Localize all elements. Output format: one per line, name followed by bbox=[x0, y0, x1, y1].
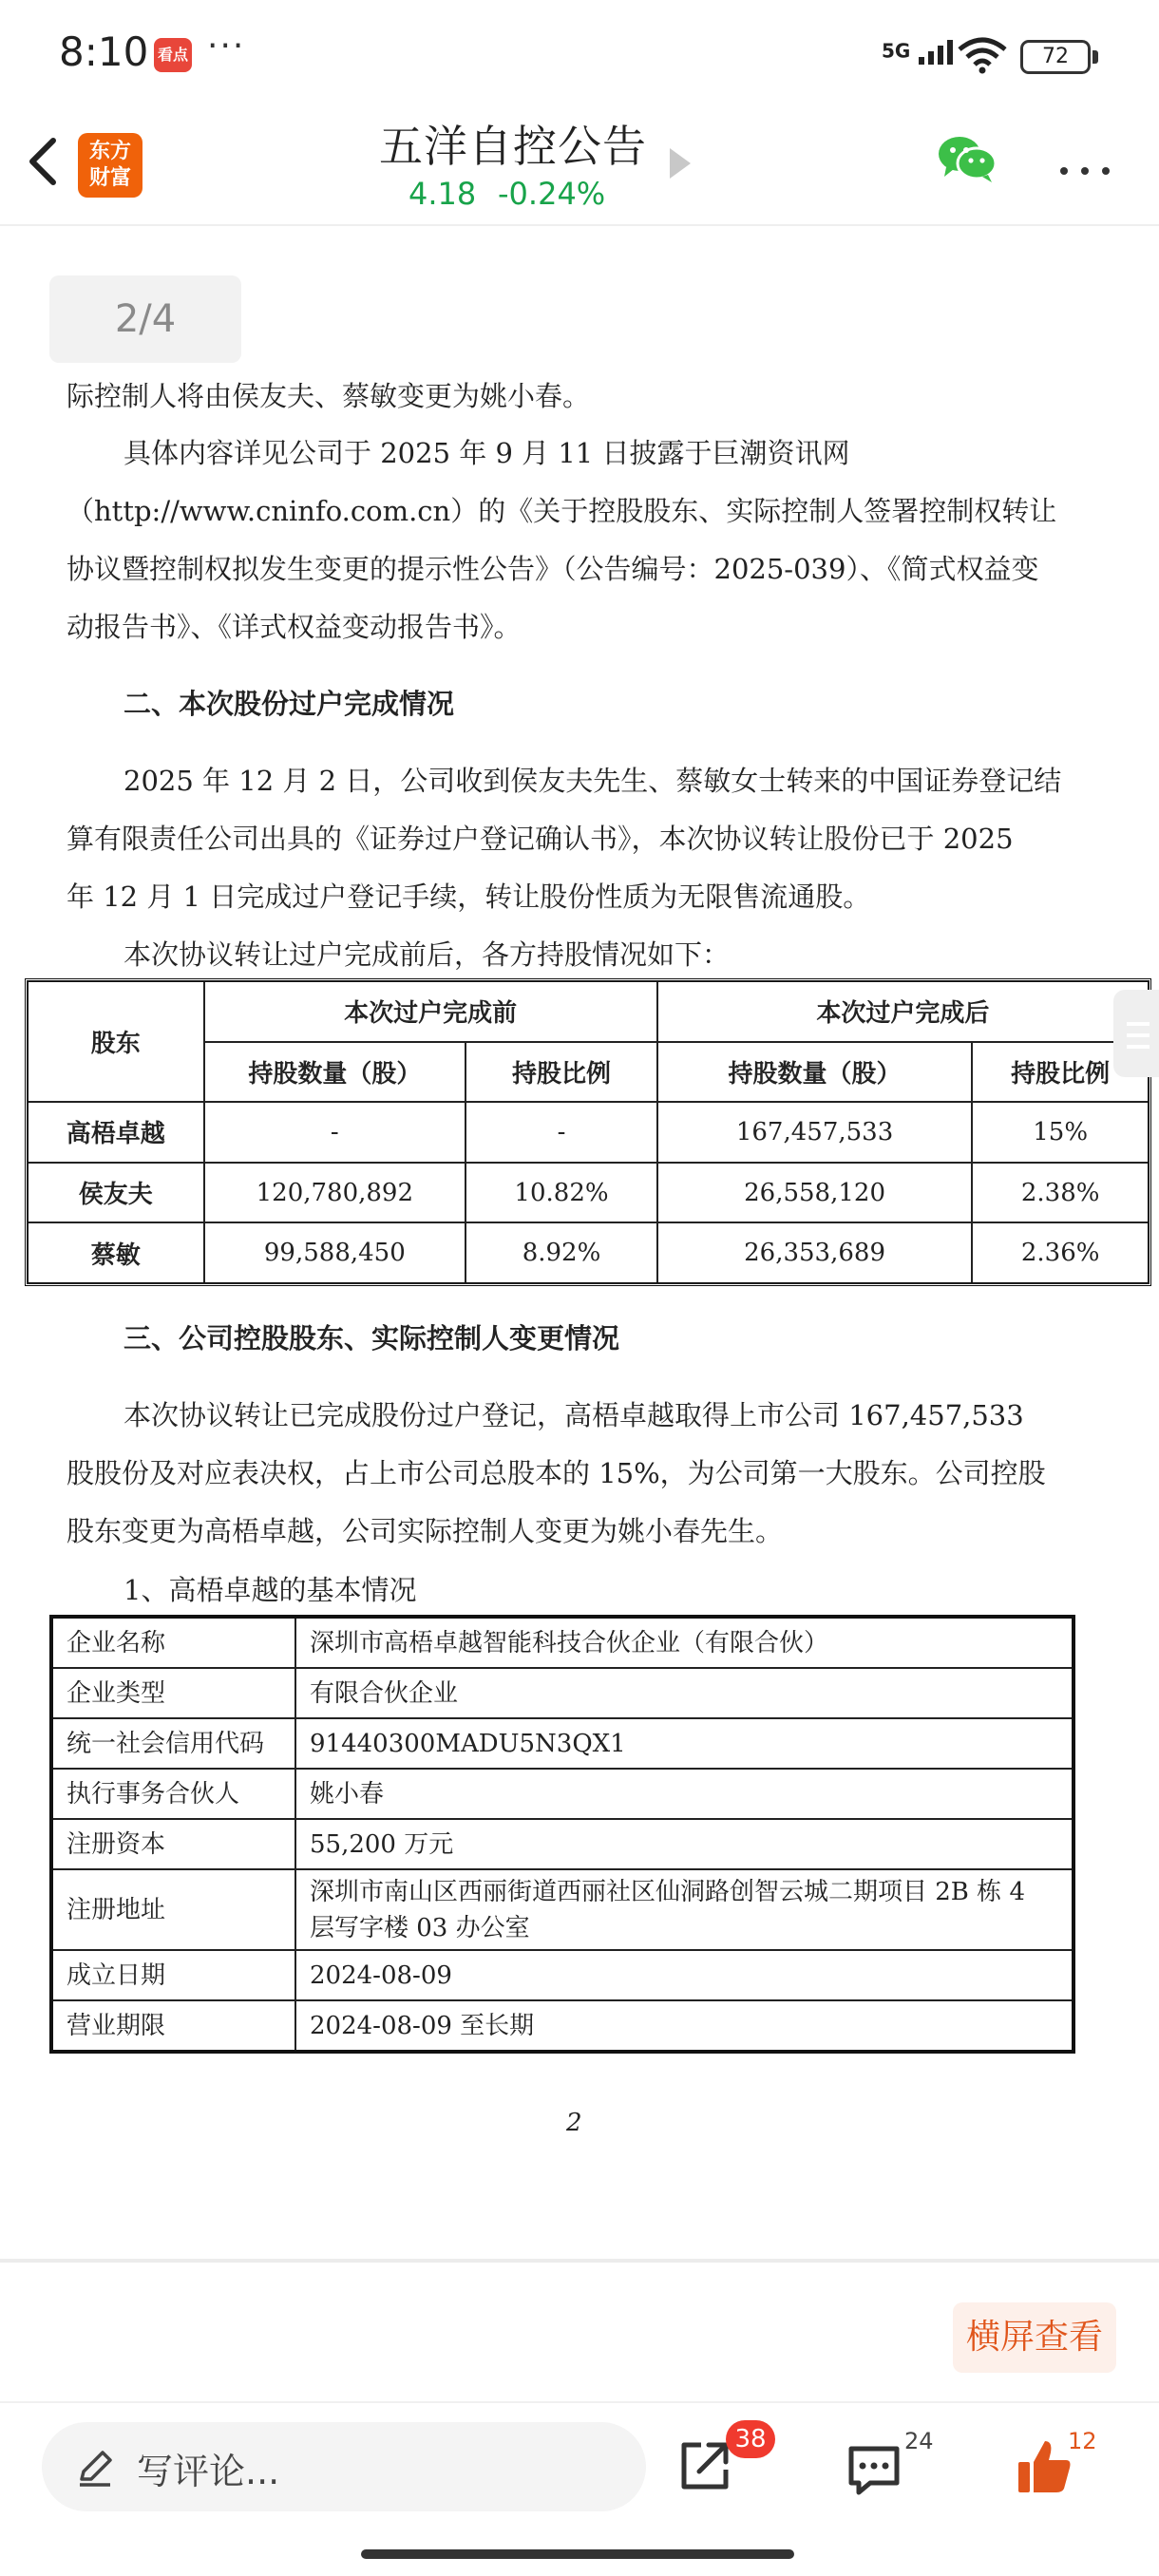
info-value: 姚小春 bbox=[295, 1769, 1073, 1819]
after-ratio: 2.38% bbox=[972, 1163, 1149, 1223]
doc-line: 本次协议转让过户完成前后，各方持股情况如下： bbox=[124, 938, 731, 971]
info-key: 企业类型 bbox=[52, 1668, 295, 1718]
logo-line-2: 财富 bbox=[88, 166, 131, 190]
doc-line: 年 12 月 1 日完成过户登记手续，转让股份性质为无限售流通股。 bbox=[66, 881, 871, 913]
table-row bbox=[52, 1668, 1073, 1718]
shareholding-table bbox=[27, 980, 1150, 1284]
section-3-title: 三、公司控股股东、实际控制人变更情况 bbox=[124, 1322, 620, 1354]
after-shares: 167,457,533 bbox=[657, 1102, 972, 1163]
stock-change: -0.24% bbox=[498, 176, 606, 212]
page-indicator: 2/4 bbox=[49, 275, 241, 363]
table-row bbox=[52, 1950, 1073, 2000]
doc-line: 际控制人将由侯友夫、蔡敏变更为姚小春。 bbox=[66, 380, 591, 412]
address-line-2: 层写字楼 03 办公室 bbox=[310, 1913, 530, 1942]
page-title: 五洋自控公告 bbox=[379, 121, 647, 172]
before-shares: - bbox=[204, 1102, 466, 1163]
before-shares: 120,780,892 bbox=[204, 1163, 466, 1223]
info-value: 2024-08-09 bbox=[295, 1950, 1073, 2000]
header-divider bbox=[0, 224, 1159, 226]
info-value bbox=[295, 1869, 1073, 1950]
table-row bbox=[28, 1222, 1149, 1283]
header-shareholder: 股东 bbox=[28, 981, 204, 1102]
before-shares: 99,588,450 bbox=[204, 1222, 466, 1283]
info-key: 成立日期 bbox=[52, 1950, 295, 2000]
subsection-title: 1、高梧卓越的基本情况 bbox=[124, 1574, 417, 1606]
header-after: 本次过户完成后 bbox=[657, 981, 1149, 1042]
eastmoney-logo bbox=[78, 133, 142, 198]
info-value: 2024-08-09 至长期 bbox=[295, 2000, 1073, 2051]
header-after-ratio: 持股比例 bbox=[972, 1042, 1149, 1103]
home-indicator[interactable] bbox=[361, 2549, 794, 2559]
back-arrow-icon[interactable] bbox=[21, 133, 68, 190]
status-time: 8:10 bbox=[59, 28, 149, 75]
info-key: 统一社会信用代码 bbox=[52, 1718, 295, 1769]
doc-line: 股股份及对应表决权，占上市公司总股本的 15%，为公司第一大股东。公司控股 bbox=[66, 1457, 1046, 1489]
after-shares: 26,353,689 bbox=[657, 1222, 972, 1283]
table-row bbox=[52, 2000, 1073, 2051]
comments-icon[interactable] bbox=[846, 2441, 902, 2502]
table-row bbox=[52, 1819, 1073, 1869]
share-count-badge: 38 bbox=[726, 2420, 775, 2458]
wifi-icon bbox=[956, 36, 1009, 78]
doc-line: 2025 年 12 月 2 日，公司收到侯友夫先生、蔡敏女士转来的中国证券登记结 bbox=[124, 765, 1062, 797]
play-arrow-icon[interactable] bbox=[670, 148, 691, 179]
network-icon bbox=[882, 38, 959, 66]
content-divider bbox=[0, 2259, 1159, 2263]
after-ratio: 15% bbox=[972, 1102, 1149, 1163]
table-row bbox=[52, 1618, 1073, 1668]
share-icon[interactable] bbox=[676, 2437, 733, 2498]
logo-line-1: 东方 bbox=[88, 140, 131, 163]
header-before-ratio: 持股比例 bbox=[466, 1042, 657, 1103]
before-ratio: 8.92% bbox=[466, 1222, 657, 1283]
info-value: 91440300MADU5N3QX1 bbox=[295, 1718, 1073, 1769]
doc-line: 股东变更为高梧卓越，公司实际控制人变更为姚小春先生。 bbox=[66, 1515, 784, 1547]
side-drawer-handle[interactable] bbox=[1113, 990, 1159, 1077]
wechat-share-icon[interactable] bbox=[937, 133, 998, 188]
doc-line: 协议暨控制权拟发生变更的提示性公告》（公告编号：2025-039）、《简式权益变 bbox=[66, 553, 1039, 585]
stock-price: 4.18 bbox=[408, 176, 477, 212]
header-after-shares: 持股数量（股） bbox=[657, 1042, 972, 1103]
network-type: 5G bbox=[882, 39, 911, 63]
info-key: 注册资本 bbox=[52, 1819, 295, 1869]
doc-line: 本次协议转让已完成股份过户登记，高梧卓越取得上市公司 167,457,533 bbox=[124, 1399, 1024, 1431]
info-key: 企业名称 bbox=[52, 1618, 295, 1668]
before-ratio: - bbox=[466, 1102, 657, 1163]
info-key: 执行事务合伙人 bbox=[52, 1769, 295, 1819]
landscape-view-button[interactable]: 横屏查看 bbox=[953, 2302, 1116, 2373]
comment-input[interactable] bbox=[42, 2422, 646, 2511]
battery-tip bbox=[1092, 50, 1098, 64]
pen-icon bbox=[74, 2447, 116, 2492]
page-number: 2 bbox=[566, 2109, 582, 2137]
info-key: 营业期限 bbox=[52, 2000, 295, 2051]
more-notifications-icon: ··· bbox=[207, 27, 246, 66]
company-info-table bbox=[51, 1617, 1074, 2052]
thumbs-up-icon[interactable] bbox=[1015, 2437, 1074, 2500]
more-options-icon[interactable] bbox=[1056, 142, 1113, 191]
address-line-1: 深圳市南山区西丽街道西丽社区仙洞路创智云城二期项目 2B 栋 4 bbox=[310, 1877, 1025, 1906]
comment-count: 24 bbox=[904, 2428, 934, 2454]
doc-line: 动报告书》、《详式权益变动报告书》。 bbox=[66, 611, 522, 643]
header-before: 本次过户完成前 bbox=[204, 981, 657, 1042]
table-row bbox=[52, 1718, 1073, 1769]
shareholder-name: 高梧卓越 bbox=[28, 1102, 204, 1163]
comment-placeholder[interactable]: 写评论... bbox=[137, 2451, 280, 2492]
app-notification-icon: 看点 bbox=[154, 38, 192, 72]
info-value: 55,200 万元 bbox=[295, 1819, 1073, 1869]
like-count: 12 bbox=[1068, 2428, 1097, 2454]
section-2-title: 二、本次股份过户完成情况 bbox=[124, 688, 455, 720]
doc-line: （http://www.cninfo.com.cn）的《关于控股股东、实际控制人签署控制权转让 bbox=[66, 495, 1057, 527]
after-ratio: 2.36% bbox=[972, 1222, 1149, 1283]
info-key: 注册地址 bbox=[52, 1869, 295, 1950]
doc-line: 具体内容详见公司于 2025 年 9 月 11 日披露于巨潮资讯网 bbox=[124, 437, 850, 469]
doc-line: 算有限责任公司出具的《证券过户登记确认书》，本次协议转让股份已于 2025 bbox=[66, 823, 1014, 855]
battery-icon: 72 bbox=[1020, 40, 1091, 74]
info-value: 有限合伙企业 bbox=[295, 1668, 1073, 1718]
signal-icon bbox=[917, 38, 959, 66]
after-shares: 26,558,120 bbox=[657, 1163, 972, 1223]
table-row bbox=[28, 1163, 1149, 1223]
bottom-bar-divider bbox=[0, 2401, 1159, 2403]
shareholder-name: 蔡敏 bbox=[28, 1222, 204, 1283]
header-before-shares: 持股数量（股） bbox=[204, 1042, 466, 1103]
shareholder-name: 侯友夫 bbox=[28, 1163, 204, 1223]
before-ratio: 10.82% bbox=[466, 1163, 657, 1223]
info-value: 深圳市高梧卓越智能科技合伙企业（有限合伙） bbox=[295, 1618, 1073, 1668]
table-row bbox=[52, 1869, 1073, 1950]
table-row bbox=[28, 1102, 1149, 1163]
table-row bbox=[52, 1769, 1073, 1819]
